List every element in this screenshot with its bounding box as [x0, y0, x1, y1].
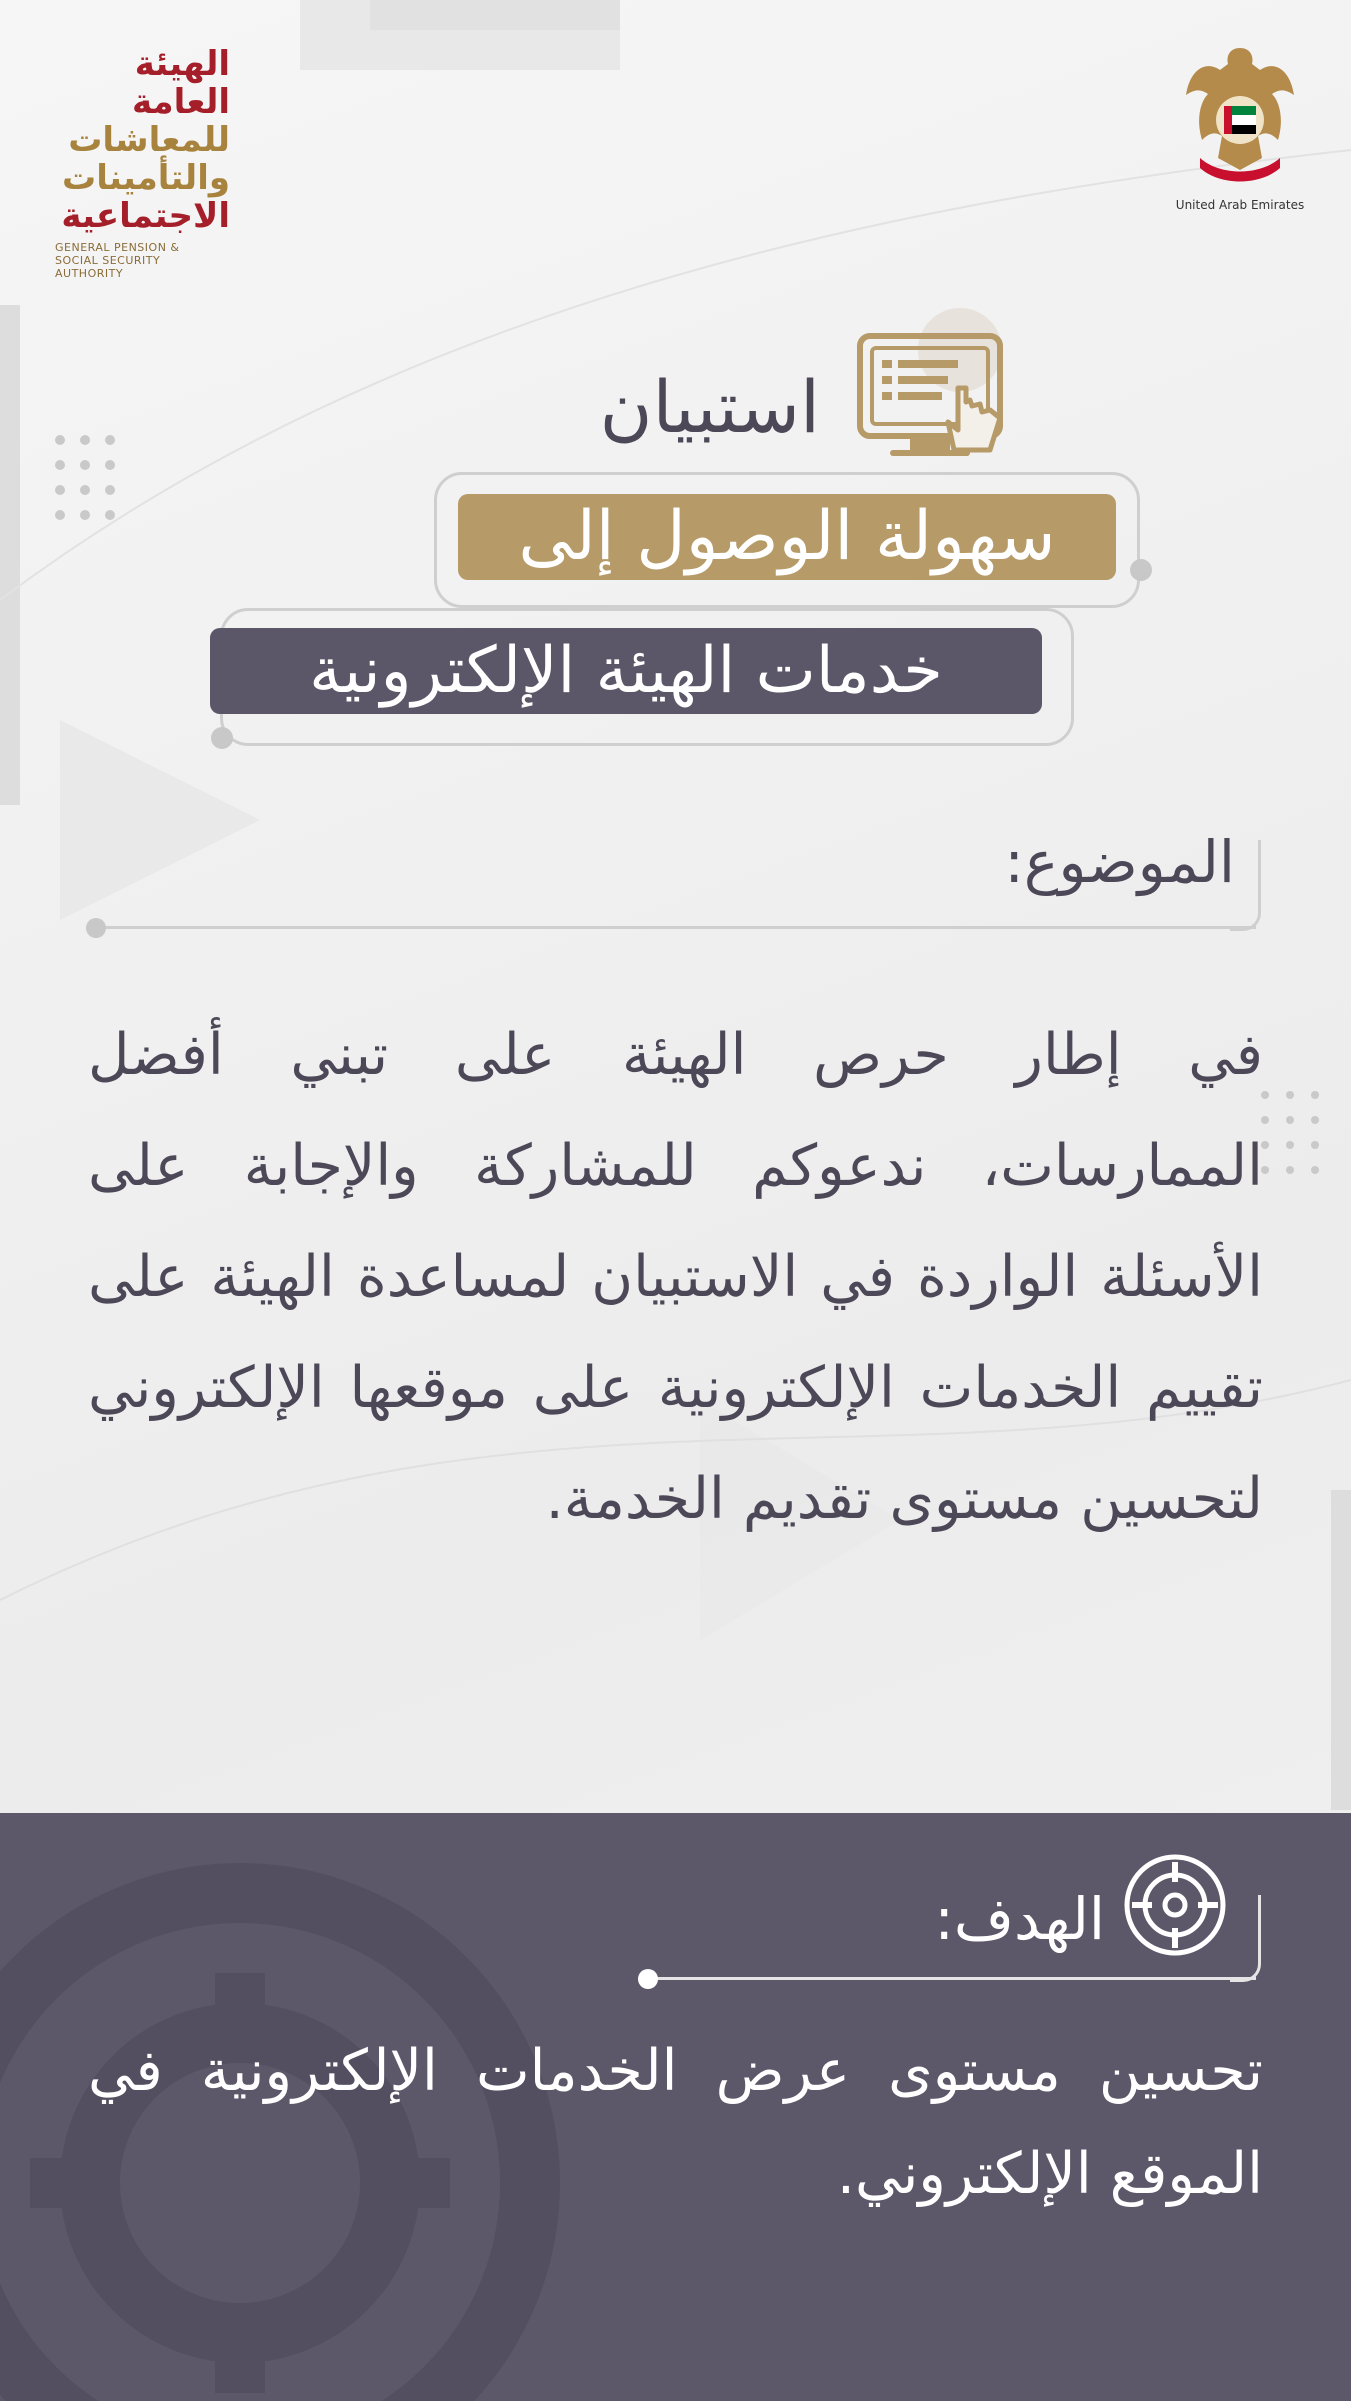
uae-logo-caption: United Arab Emirates: [1175, 198, 1305, 212]
subject-heading: الموضوع:: [1004, 828, 1235, 896]
subject-divider: [96, 926, 1256, 929]
target-icon: [1120, 1850, 1230, 1960]
title-highlight-gold: سهولة الوصول إلى: [458, 494, 1116, 580]
gpssa-logo-line-4: الاجتماعية: [61, 196, 230, 236]
page-title: استبيان: [599, 365, 820, 449]
title-highlight-dark: خدمات الهيئة الإلكترونية: [210, 628, 1042, 714]
gpssa-logo-arabic: [55, 45, 230, 235]
uae-emblem-icon: [1180, 40, 1300, 190]
goal-divider: [648, 1977, 1256, 1980]
goal-body: تحسين مستوى عرض الخدمات الإلكترونية في الموقع الإلكتروني.: [88, 2038, 1263, 2207]
gpssa-logo-line-3: والتأمينات: [62, 158, 230, 198]
goal-divider-corner: [1230, 1895, 1261, 1982]
gpssa-logo-line-1: الهيئة العامة: [131, 44, 230, 122]
gpssa-logo-english-line-2: SOCIAL SECURITY AUTHORITY: [55, 254, 161, 280]
uae-logo: [1170, 40, 1310, 212]
gpssa-logo-line-2: للمعاشات: [68, 120, 230, 160]
frame-dot: [211, 727, 233, 749]
frame-dot: [1130, 559, 1152, 581]
survey-screen-icon: [840, 300, 1020, 480]
gpssa-logo-english: [55, 241, 230, 280]
subject-divider-corner: [1230, 840, 1261, 931]
gpssa-logo-english-line-1: GENERAL PENSION &: [55, 241, 180, 254]
divider-dot: [86, 918, 106, 938]
goal-heading: الهدف:: [934, 1885, 1105, 1953]
divider-dot: [638, 1969, 658, 1989]
subject-body: في إطار حرص الهيئة على تبني أفضل الممارسات، ندعوكم للمشاركة والإجابة على الأسئلة الواردة في الاستبيان لمساعدة الهيئة على تقييم الخدمات الإلكترونية على موقعها الإلكتروني لتحسين مستوى تقديم الخدمة.: [88, 1022, 1263, 1532]
gpssa-logo: [55, 45, 230, 280]
